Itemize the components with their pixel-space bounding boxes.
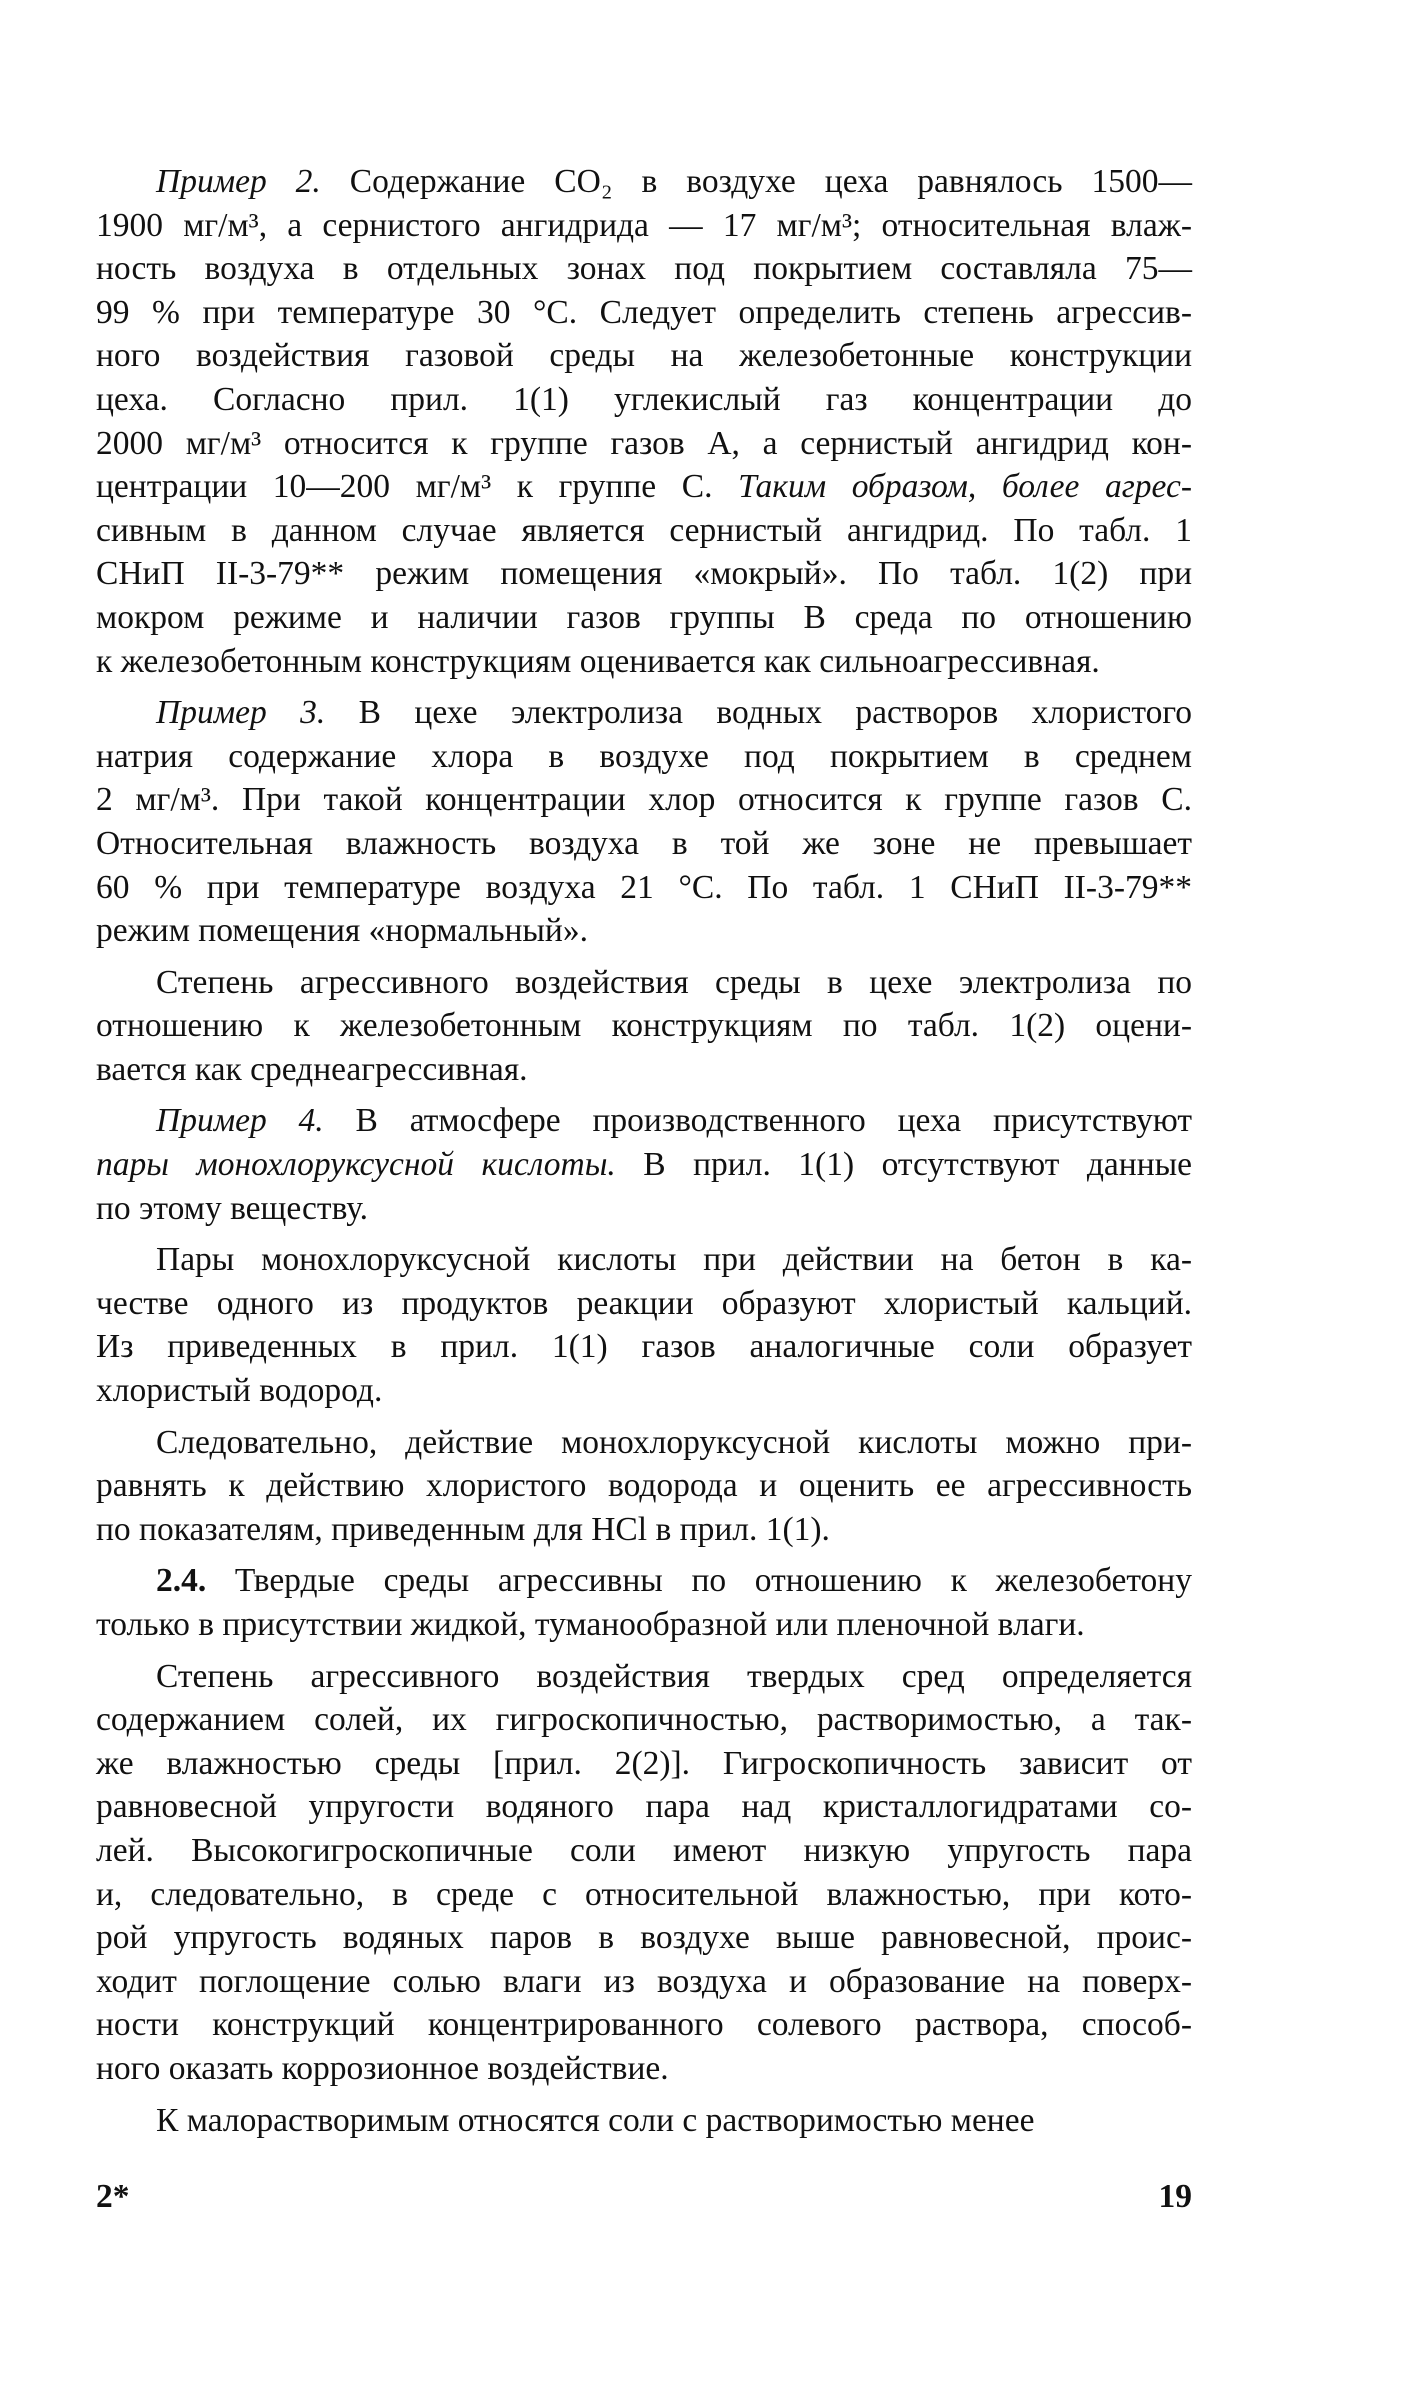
text-run: содержанием солей, их гигроскопичностью, растворимостью, а так-: [96, 1701, 1192, 1739]
page-body: [96, 160, 1192, 2150]
text-run: цеха. Согласно прил. 1(1) углекислый газ концентрации до: [96, 380, 1192, 418]
text-run: 2.4.: [156, 1562, 207, 1600]
text-run: ности конструкций концентрированного солевого раствора, способ-: [96, 2006, 1192, 2044]
text-run: Степень агрессивного воздействия твердых сред определяется: [156, 1657, 1192, 1695]
text-run: агрес-: [1104, 468, 1193, 506]
text-run: СНиП II-3-79** режим помещения «мокрый». По табл. 1(2) при: [96, 555, 1192, 593]
text-run: честве одного из продуктов реакции образуют хлористый кальций.: [96, 1284, 1192, 1322]
paragraph-p9: [96, 2099, 1192, 2143]
text-line: [96, 247, 1192, 291]
text-run: В цехе электролиза водных растворов хлористого: [325, 694, 1192, 732]
text-line: [96, 1960, 1192, 2004]
text-run: равнять к действию хлористого водорода и оценить ее агрессивность: [96, 1467, 1192, 1505]
text-line: [96, 1325, 1192, 1369]
text-run: натрия содержание хлора в воздухе под покрытием в среднем: [96, 737, 1192, 775]
text-line: [96, 1099, 1192, 1143]
text-line: [96, 1048, 1192, 1092]
text-run: 2000 мг/м³ относится к группе газов А, а сернистый ангидрид кон-: [96, 424, 1192, 462]
text-run: 99 % при температуре 30 °С. Следует определить степень агрессив-: [96, 293, 1192, 331]
text-run: пары монохлоруксусной кислоты.: [96, 1146, 616, 1184]
paragraph-p2: [96, 691, 1192, 953]
text-line: [96, 1916, 1192, 1960]
text-line: [96, 1873, 1192, 1917]
text-line: [96, 552, 1192, 596]
text-run: 60 % при температуре воздуха 21 °С. По табл. 1 СНиП II-3-79**: [96, 868, 1192, 906]
text-line: [96, 1603, 1192, 1647]
text-line: [96, 1421, 1192, 1465]
text-run: В прил. 1(1) отсутствуют данные: [615, 1146, 1192, 1184]
text-line: [96, 909, 1192, 953]
text-run: мокром режиме и наличии газов группы В среда по отношению: [96, 598, 1192, 636]
text-run: к железобетонным конструкциям оценивается как сильноагрессивная.: [96, 642, 1100, 680]
text-run: Пример 4.: [156, 1102, 324, 1140]
text-run: и, следовательно, в среде с относительной влажностью, при кото-: [96, 1875, 1192, 1913]
text-line: [96, 640, 1192, 684]
text-run: центрации 10—200 мг/м³ к группе С.: [96, 468, 739, 506]
text-run: В атмосфере производственного цеха присутствуют: [323, 1102, 1193, 1140]
text-run: сивным в данном случае является сернистый ангидрид. По табл. 1: [96, 511, 1192, 549]
text-run: ность воздуха в отдельных зонах под покрытием составляла 75—: [96, 250, 1192, 288]
text-run: отношению к железобетонным конструкциям по табл. 1(2) оцени-: [96, 1007, 1192, 1045]
text-line: [96, 1143, 1192, 1187]
text-run: Содержание CO₂ в воздухе цеха равнялось 1500—: [320, 163, 1192, 200]
text-line: [96, 1655, 1192, 1699]
text-run: режим помещения «нормальный».: [96, 912, 588, 950]
paragraph-p6: [96, 1421, 1192, 1552]
paragraph-p1: [96, 160, 1192, 683]
text-line: [96, 422, 1192, 466]
text-run: 2 мг/м³. При такой концентрации хлор относится к группе газов С.: [96, 781, 1192, 819]
text-line: [96, 1464, 1192, 1508]
text-run: Следовательно, действие монохлоруксусной кислоты можно при-: [156, 1423, 1192, 1461]
text-run: Пары монохлоруксусной кислоты при действии на бетон в ка-: [156, 1241, 1192, 1279]
text-line: [96, 691, 1192, 735]
text-line: [96, 866, 1192, 910]
text-line: [96, 1785, 1192, 1829]
text-run: хлористый водород.: [96, 1372, 383, 1410]
text-run: лей. Высокогигроскопичные соли имеют низкую упругость пара: [96, 1831, 1192, 1869]
text-run: Степень агрессивного воздействия среды в цехе электролиза по: [156, 963, 1192, 1001]
text-run: Из приведенных в прил. 1(1) газов аналогичные соли образует: [96, 1328, 1192, 1366]
text-run: только в присутствии жидкой, туманообразной или пленочной влаги.: [96, 1606, 1085, 1643]
text-run: ного оказать коррозионное воздействие.: [96, 2049, 669, 2087]
text-line: [96, 1698, 1192, 1742]
text-run: ходит поглощение солью влаги из воздуха и образование на поверх-: [96, 1962, 1192, 2000]
text-line: [96, 596, 1192, 640]
text-line: [96, 1004, 1192, 1048]
text-run: Пример 3.: [156, 694, 326, 732]
text-line: [96, 1238, 1192, 1282]
text-run: Таким образом, более: [738, 468, 1080, 506]
text-line: [96, 1742, 1192, 1786]
text-line: [96, 778, 1192, 822]
text-run: рой упругость водяных паров в воздухе выше равновесной, проис-: [96, 1919, 1192, 1957]
text-run: [1079, 468, 1105, 505]
text-line: [96, 465, 1192, 509]
paragraph-p3: [96, 961, 1192, 1092]
signature-mark: 2*: [96, 2178, 130, 2215]
text-line: [96, 2047, 1192, 2091]
paragraph-p8: [96, 1655, 1192, 2091]
text-line: [96, 2003, 1192, 2047]
text-line: [96, 1369, 1192, 1413]
text-run: же влажностью среды [прил. 2(2)]. Гигроскопичность зависит от: [96, 1744, 1192, 1782]
page-number: 19: [1158, 2178, 1192, 2215]
page-footer: [96, 2178, 1192, 2222]
text-line: [96, 1829, 1192, 1873]
paragraph-p7: [96, 1559, 1192, 1646]
text-line: [96, 822, 1192, 866]
text-run: Пример 2.: [156, 163, 321, 200]
text-line: [96, 1559, 1192, 1603]
text-run: вается как среднеагрессивная.: [96, 1050, 528, 1088]
text-line: [96, 378, 1192, 422]
text-run: К малорастворимым относятся соли с растворимостью менее: [156, 2101, 1035, 2139]
text-line: [96, 961, 1192, 1005]
text-line: [96, 735, 1192, 779]
text-line: [96, 1187, 1192, 1231]
text-line: [96, 509, 1192, 553]
text-run: равновесной упругости водяного пара над кристаллогидратами со-: [96, 1788, 1192, 1826]
text-run: ного воздействия газовой среды на железобетонные конструкции: [96, 337, 1192, 375]
text-line: [96, 291, 1192, 335]
paragraph-p4: [96, 1099, 1192, 1230]
paragraph-p5: [96, 1238, 1192, 1412]
text-run: Относительная влажность воздуха в той же зоне не превышает: [96, 824, 1192, 862]
text-run: Твердые среды агрессивны по отношению к железобетону: [206, 1562, 1192, 1600]
text-line: [96, 160, 1192, 204]
text-line: [96, 2099, 1192, 2143]
text-line: [96, 1282, 1192, 1326]
text-line: [96, 1508, 1192, 1552]
text-run: по показателям, приведенным для HCl в прил. 1(1).: [96, 1510, 830, 1548]
text-run: по этому веществу.: [96, 1189, 369, 1227]
text-line: [96, 334, 1192, 378]
text-line: [96, 204, 1192, 248]
document-text: [96, 160, 1192, 2142]
text-run: 1900 мг/м³, а сернистого ангидрида — 17 мг/м³; относительная влаж-: [96, 206, 1192, 244]
